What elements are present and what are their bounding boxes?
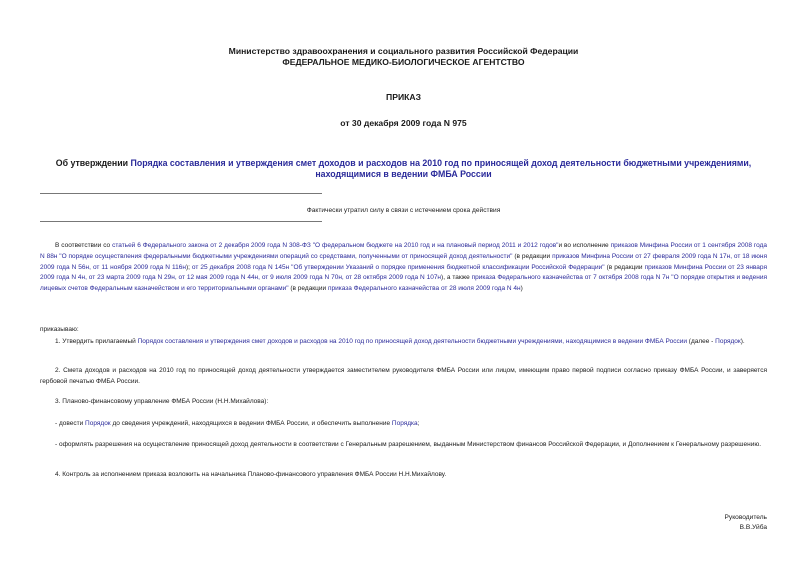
basis-text-4: ); xyxy=(185,263,192,271)
item-4: 4. Контроль за исполнением приказа возложить на начальника Планово-финансового управления ФМБА России Н.Н.Михайлову. xyxy=(55,471,447,478)
basis-text-6: ), а также xyxy=(441,274,472,282)
title-prefix: Об утверждении xyxy=(55,158,131,168)
basis-link-law[interactable]: статьей 6 Федерального закона от 2 декабря 2009 года N 308-ФЗ "О федеральном бюджете на 2010 год и на плановый период 2011 и 2012 годов" xyxy=(112,242,559,249)
item-1-text-3: ). xyxy=(740,338,745,345)
status-note: Фактически утратил силу в связи с истечением срока действия xyxy=(306,207,501,214)
basis-link-145n[interactable]: от 25 декабря 2008 года N 145н "Об утверждении Указаний о порядке применения бюджетной классификации Российской Федерации" xyxy=(191,263,605,271)
item-1-link-short[interactable]: Порядок xyxy=(715,338,741,345)
item-3-sub-1-text: - довести xyxy=(55,420,86,427)
basis-text-7: (в редакции xyxy=(288,285,328,293)
document-title xyxy=(40,158,767,180)
item-1 xyxy=(40,337,767,348)
basis-text-1: В соответствии со xyxy=(55,242,113,249)
item-3: 3. Планово-финансовому управление ФМБА России (Н.Н.Михайлова): xyxy=(55,398,269,405)
basis-text-2: и во исполнение xyxy=(558,242,611,249)
basis-text-3: (в редакции xyxy=(512,252,553,260)
order-word: приказываю: xyxy=(40,326,79,333)
signature-position: Руководитель xyxy=(724,514,767,521)
document-type: ПРИКАЗ xyxy=(386,92,421,102)
basis-paragraph xyxy=(40,241,767,295)
basis-text-5: (в редакции xyxy=(604,263,645,271)
basis-link-treasury-7n[interactable]: приказа Федерального казначейства от 7 октября 2008 года N 7н "О порядке открытия и ведения лицевых счетов Федеральным казначейством и его территориальными органами" xyxy=(40,274,767,293)
item-3-sub-2: - оформлять разрешения на осуществление приносящей доход деятельности в соответствии с Генеральным разрешением, выданным Министерством финансов Российской Федерации, и Дополнением к Генеральному разрешению. xyxy=(55,441,762,448)
divider-bottom xyxy=(40,221,322,222)
item-2: 2. Смета доходов и расходов на 2010 год по приносящей доход деятельности утверждается заместителем руководителя ФМБА России или лицом, имеющим право первой подписи согласно приказу ФМБА России, и заверяется гербовой печатью ФМБА России. xyxy=(40,367,767,385)
basis-link-minfin-88n[interactable]: приказов Минфина России от 1 сентября 2008 года N 88н "О порядке осуществления федеральными бюджетными учреждениями операций со средствами, полученными от приносящей доход деятельности" xyxy=(40,242,767,260)
basis-link-minfin-edits[interactable]: приказов Минфина России от 27 февраля 2009 года N 17н, от 18 июня 2009 года N 56н, от 11 ноября 2009 года N 116н xyxy=(40,252,767,271)
item-1-text: 1. Утвердить прилагаемый xyxy=(55,338,138,345)
basis-link-145n-edits[interactable]: приказов Минфина России от 23 января 2009 года N 4н, от 23 марта 2009 года N 29н, от 12 мая 2009 года N 44н, от 9 июля 2009 года N 70н, от 28 октября 2009 года N 107н xyxy=(40,263,767,282)
title-link[interactable]: Порядка составления и утверждения смет доходов и расходов на 2010 год по приносящей доход деятельности бюджетными учреждениями, находящимися в ведении ФМБА России xyxy=(130,158,752,179)
item-1-text-2: (далее - xyxy=(686,338,716,345)
item-3-sub-1-link-2[interactable]: Порядка xyxy=(391,420,418,427)
agency-name: ФЕДЕРАЛЬНОЕ МЕДИКО-БИОЛОГИЧЕСКОЕ АГЕНТСТВО xyxy=(282,57,525,67)
item-1-link-procedure[interactable]: Порядок составления и утверждения смет доходов и расходов на 2010 год по приносящей доход деятельности бюджетными учреждениями, находящимися в ведении ФМБА России xyxy=(137,338,687,345)
document-date: от 30 декабря 2009 года N 975 xyxy=(340,118,467,128)
signature-name: В.В.Уйба xyxy=(739,524,767,531)
divider-top xyxy=(40,193,322,194)
item-3-sub-1-text-3: ; xyxy=(417,420,420,427)
item-3-sub-1-link-1[interactable]: Порядок xyxy=(85,420,111,427)
item-3-sub-1 xyxy=(40,419,767,430)
item-3-sub-1-text-2: до сведения учреждений, находящихся в ведении ФМБА России, и обеспечить выполнение xyxy=(110,420,392,427)
basis-text-8: ) xyxy=(520,285,523,293)
basis-link-treasury-4n[interactable]: приказа Федерального казначейства от 28 июля 2009 года N 4н xyxy=(327,285,521,293)
ministry-name: Министерство здравоохранения и социального развития Российской Федерации xyxy=(228,46,579,56)
